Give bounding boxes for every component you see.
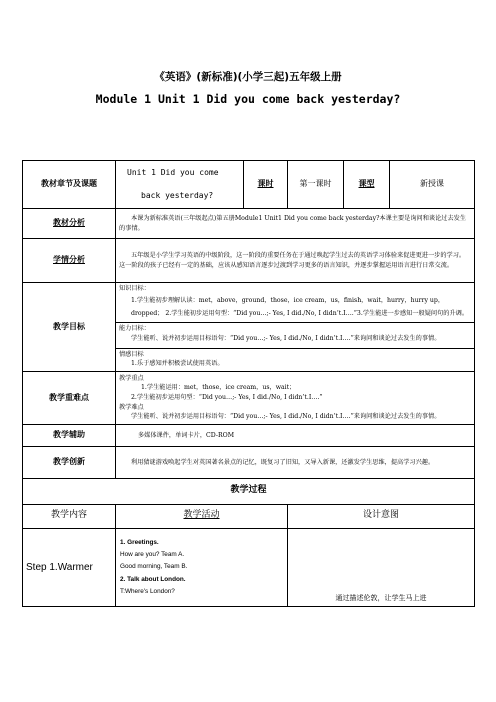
period-value: 第一课时 — [288, 161, 344, 209]
emotion-text: 1.乐于感知并积极尝试使用英语。 — [131, 360, 224, 368]
step-intent: 通过描述伦敦，让学生马上进 — [288, 528, 475, 606]
goals-cell — [116, 283, 475, 372]
lesson-type-label: 课型 — [344, 161, 390, 209]
process-columns-row — [23, 504, 475, 528]
innovation-text: 利用猜谜游戏唤起学生对英国著名景点的记忆，既复习了旧知，又导入新课，还激发学生思维，提高学习兴趣。 — [116, 446, 475, 478]
key-line-2: 2.学生能初步运用句型：“Did you…;- Yes, I did./No, I didn’t.I….” — [131, 394, 323, 402]
key-title: 教学重点 — [119, 374, 144, 382]
emotion-title: 情感目标 — [119, 350, 144, 358]
goals-label: 教学目标 — [23, 283, 116, 372]
goals-row — [23, 283, 475, 372]
step-row — [23, 528, 475, 606]
analysis-row — [23, 209, 475, 239]
chapter-label: 教材章节及课题 — [23, 161, 116, 209]
period-label: 课时 — [244, 161, 288, 209]
activity-line-3: Good morning, Team B. — [120, 563, 188, 571]
step-activities — [116, 528, 288, 606]
emotion-goal — [116, 349, 474, 371]
document-subtitle: Module 1 Unit 1 Did you come back yesterday? — [95, 92, 401, 106]
key-line-1: 1.学生能运用：met，those，ice cream，us，wait； — [141, 384, 296, 392]
ability-goal — [116, 323, 474, 349]
ability-title: 能力目标： — [119, 324, 150, 332]
learner-row — [23, 239, 475, 283]
key-points-label: 教学重难点 — [23, 371, 116, 424]
activity-line-5: T:Where's London? — [120, 587, 175, 595]
activity-line-4: 2. Talk about London. — [120, 575, 186, 583]
analysis-label: 教材分析 — [23, 209, 116, 239]
aids-text: 多媒体课件，单词卡片，CD-ROM — [116, 424, 475, 446]
chapter-topic — [116, 161, 244, 209]
aids-row — [23, 424, 475, 446]
activity-line-2: How are you? Team A. — [120, 551, 185, 559]
process-title: 教学过程 — [23, 478, 475, 504]
key-points-row — [23, 371, 475, 424]
lesson-plan-table — [22, 160, 475, 607]
difficult-text: 学生能听、说并初步运用目标语句：“Did you…;- Yes, I did./No, I didn’t.I….”来询问和谈论过去发生的事情。 — [131, 413, 441, 421]
step-name: Step 1.Warmer — [23, 528, 116, 606]
lesson-type-value: 新授课 — [390, 161, 475, 209]
innovation-label: 教学创新 — [23, 446, 116, 478]
col-intent-header: 设计意图 — [288, 504, 475, 528]
col-activity-header: 教学活动 — [116, 504, 288, 528]
topic-line-1: Unit 1 Did you come — [127, 168, 219, 178]
knowledge-text: 1.学生能初步理解认读：met，above，ground，those，ice cream，us，finish，wait，hurry，hurry up，dropped； 2.学生能初步运用句型：“Did you…;- Yes, I did./No, I didn’t.I….”3.学生能进一步感知一般疑问句的升调。 — [131, 296, 469, 317]
info-row — [23, 161, 475, 209]
activity-line-1: 1. Greetings. — [120, 538, 159, 546]
analysis-text: 本课为新标准英语(三年级起点)第五册Module1 Unit1 Did you come back yesterday?本课主要是询问和谈论过去发生的事情。 — [116, 209, 475, 239]
document-title: 《英语》(新标准)(小学三起)五年级上册 — [154, 71, 342, 83]
key-points-cell — [116, 371, 475, 424]
learner-label: 学情分析 — [23, 239, 116, 283]
topic-line-2: back yesterday? — [141, 190, 214, 200]
aids-label: 教学辅助 — [23, 424, 116, 446]
learner-text: 五年级是小学生学习英语的中级阶段，这一阶段的重要任务在于通过唤起学生过去的英语学习体验来促进更进一步的学习。这一阶段的孩子已经有一定的基础，应该从感知语言逐步过渡到学习更多的语言知识，并逐步掌握运用语言进行日常交流。 — [116, 239, 475, 283]
col-content-header: 教学内容 — [23, 504, 116, 528]
knowledge-goal — [116, 283, 474, 323]
difficult-title: 教学难点 — [119, 403, 144, 411]
process-header-row — [23, 478, 475, 504]
ability-text: 学生能听、说并初步运用目标语句：“Did you…;- Yes, I did./No, I didn’t.I….”来询问和谈论过去发生的事情。 — [131, 335, 441, 343]
knowledge-title: 知识目标： — [119, 285, 150, 292]
innovation-row — [23, 446, 475, 478]
